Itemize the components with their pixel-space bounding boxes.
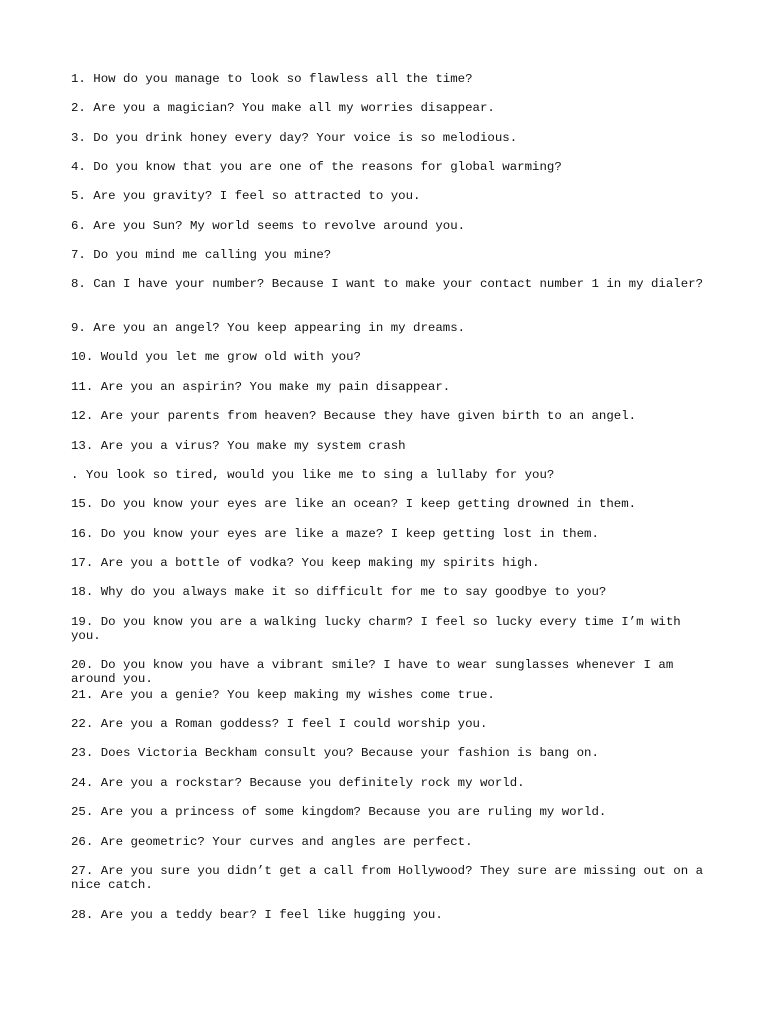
- list-item: 25. Are you a princess of some kingdom? Because you are ruling my world.: [71, 805, 607, 819]
- list-item: 2. Are you a magician? You make all my worries disappear.: [71, 101, 495, 115]
- list-item: 8. Can I have your number? Because I want to make your contact number 1 in my dialer?: [71, 277, 704, 291]
- list-item: 13. Are you a virus? You make my system crash: [71, 439, 406, 453]
- list-item: 11. Are you an aspirin? You make my pain disappear.: [71, 380, 451, 394]
- list-item: 20. Do you know you have a vibrant smile? I have to wear sunglasses whenever I am around you.: [71, 658, 681, 686]
- list-item: 23. Does Victoria Beckham consult you? Because your fashion is bang on.: [71, 746, 599, 760]
- list-item: 5. Are you gravity? I feel so attracted to you.: [71, 189, 421, 203]
- list-item: 19. Do you know you are a walking lucky charm? I feel so lucky every time I’m with you.: [71, 615, 689, 643]
- list-item: 24. Are you a rockstar? Because you definitely rock my world.: [71, 776, 525, 790]
- list-item: 15. Do you know your eyes are like an ocean? I keep getting drowned in them.: [71, 497, 637, 511]
- list-item: 22. Are you a Roman goddess? I feel I could worship you.: [71, 717, 488, 731]
- list-item: 10. Would you let me grow old with you?: [71, 350, 361, 364]
- list-item: 26. Are geometric? Your curves and angles are perfect.: [71, 835, 473, 849]
- list-item: 9. Are you an angel? You keep appearing in my dreams.: [71, 321, 466, 335]
- list-item: 18. Why do you always make it so difficult for me to say goodbye to you?: [71, 585, 607, 599]
- list-item: 7. Do you mind me calling you mine?: [71, 248, 332, 262]
- list-item: 28. Are you a teddy bear? I feel like hugging you.: [71, 908, 443, 922]
- list-item: 27. Are you sure you didn’t get a call from Hollywood? They sure are missing out on a nice catch.: [71, 864, 711, 892]
- list-item: 4. Do you know that you are one of the reasons for global warming?: [71, 160, 562, 174]
- list-item: 16. Do you know your eyes are like a maze? I keep getting lost in them.: [71, 527, 599, 541]
- list-item: 17. Are you a bottle of vodka? You keep making my spirits high.: [71, 556, 540, 570]
- list-item: 3. Do you drink honey every day? Your voice is so melodious.: [71, 131, 518, 145]
- list-item: 21. Are you a genie? You keep making my wishes come true.: [71, 688, 495, 702]
- list-item: 1. How do you manage to look so flawless all the time?: [71, 72, 473, 86]
- list-item: 6. Are you Sun? My world seems to revolve around you.: [71, 219, 466, 233]
- list-item: 12. Are your parents from heaven? Because they have given birth to an angel.: [71, 409, 637, 423]
- list-item: . You look so tired, would you like me to sing a lullaby for you?: [71, 468, 555, 482]
